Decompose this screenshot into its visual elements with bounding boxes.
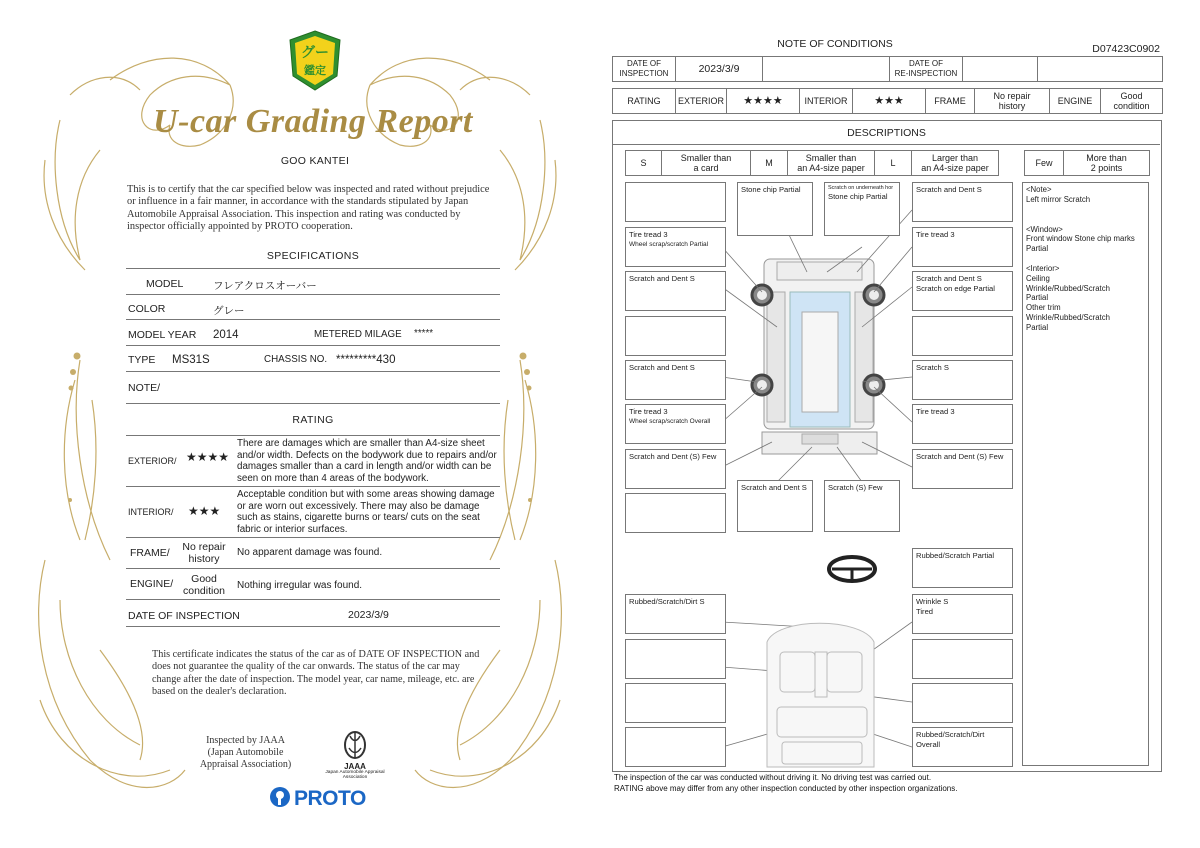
footer-line1: The inspection of the car was conducted without driving it. No driving test was carried out. [614,773,932,782]
desc-int-r1-line2: Tired [916,607,934,616]
desc-box-int-r3 [912,683,1013,723]
certification-statement: This is to certify that the car specified below was inspected and rated without prejudice or influence in a fair manner, in accordance with the standards stipulated by Japan Automobile Appraisal Association. This inspection and rating was conducted by inspector officially appointed by PROTO cooperation. [127,184,490,233]
desc-box-l4 [625,316,726,356]
legend-s-desc-line1: Smaller than [680,153,732,163]
interior-stars: ★★★ [852,88,926,114]
desc-box-r4 [912,316,1013,356]
desc-box-int-l2 [625,639,726,679]
mileage-value: ***** [414,328,434,339]
note-line1: Left mirror Scratch [1026,194,1091,204]
desc-box-bottom-right: Scratch (S) Few [824,480,900,532]
color-label: COLOR [128,303,166,315]
note-label: NOTE/ [128,382,161,394]
rating-row-frame [126,538,500,569]
reinspection-blank-1 [962,56,1038,82]
inspected-line1: Inspected by JAAA [206,735,285,746]
legend-m-desc-line1: Smaller than [805,153,857,163]
note-title: NOTE OF CONDITIONS [777,38,893,50]
legend-l-desc-line2: an A4-size paper [921,163,989,173]
desc-box-steering: Rubbed/Scratch Partial [912,548,1013,588]
desc-box-bottom-left: Scratch and Dent S [737,480,813,532]
spec-row-year [126,320,500,346]
desc-box-r1: Scratch and Dent S [912,182,1013,222]
desc-box-top-left: Stone chip Partial [737,182,813,236]
svg-text:鑑定: 鑑定 [304,64,326,77]
engine-label: ENGINE/ [130,578,174,590]
spec-row-note [126,372,500,404]
desc-box-l1 [625,182,726,222]
engine-description: Nothing irregular was found. [237,580,363,591]
frame-value-line2: history [998,101,1026,111]
spec-row-type [126,346,500,372]
rating-heading: RATING [292,414,334,426]
notes-column [1022,182,1149,766]
frame-description: No apparent damage was found. [237,547,383,558]
svg-text:グー: グー [301,44,329,60]
interior-line3: Partial [1026,293,1049,303]
desc-l2-text: Tire tread 3 [629,230,668,239]
desc-box-r2: Tire tread 3 [912,227,1013,267]
exterior-stars: ★★★★ [186,450,230,464]
engine-value [174,573,234,597]
chassis-label: CHASSIS NO. [264,354,328,365]
inspected-by [188,735,303,771]
type-label: TYPE [128,354,156,366]
frame-value [974,88,1050,114]
doi-label-line1: DATE OF [626,59,662,68]
desc-box-r7: Scratch and Dent (S) Few [912,449,1013,489]
reinspection-label-line1: DATE OF [908,59,944,68]
car-interior-top-view [767,623,874,767]
desc-under-hood-text: Stone chip Partial [828,192,888,201]
doi-label-cell [612,56,676,82]
legend-s: S [625,150,662,176]
exterior-label: EXTERIOR/ [128,456,177,466]
legend-few-desc-line1: More than [1086,153,1127,163]
date-of-inspection-label: DATE OF INSPECTION [128,610,240,622]
frame-label: FRAME/ [130,547,170,559]
interior-line1: Ceiling [1026,273,1050,283]
interior-label: INTERIOR/ [128,507,174,517]
rating-row-interior [126,487,500,538]
interior-description: Acceptable condition but with some areas showing damage or are worn out excessively. There may also be damage such as stains, cigarette burns or tears/ cuts on the seat fabric or interior surfaces. [237,489,495,535]
interior-stars: ★★★ [188,504,221,518]
exterior-label: EXTERIOR [675,88,727,114]
legend-l: L [874,150,912,176]
legend-s-desc-line2: a card [693,163,719,173]
engine-value-line1: Good [1120,91,1143,101]
legend-few: Few [1024,150,1064,176]
spec-top-rule [126,268,500,269]
doi-label-line2: INSPECTION [619,69,669,78]
report-subtitle: GOO KANTEI [280,155,350,167]
mileage-label: METERED MILAGE [314,329,402,340]
steering-wheel-icon [829,557,875,581]
type-value: MS31S [172,354,210,366]
window-line1: Front window Stone chip marks [1026,234,1135,244]
note-of-conditions [600,0,1200,848]
interior-line6: Partial [1026,322,1049,332]
engine-value-line1: Good [191,573,217,585]
desc-box-int-r2 [912,639,1013,679]
interior-heading: <Interior> [1026,263,1060,273]
proto-logo-text: PROTO [294,787,366,810]
frame-label: FRAME [925,88,975,114]
legend-m-desc [787,150,875,176]
date-of-inspection-value: 2023/3/9 [348,609,389,621]
desc-box-l2 [625,227,726,267]
spec-row-model [126,270,500,295]
desc-box-top-right [824,182,900,236]
desc-l6-subtext: Wheel scrap/scratch Overall [629,418,711,425]
legend-l-desc [911,150,999,176]
date-of-inspection-row [126,600,500,627]
exterior-description: There are damages which are smaller than A4-size sheet and/or width. Defects on the bodywork due to repairs and/or damages smaller than a card in length and/or width can be seen on more than 4 areas of the bodywork. [237,438,497,484]
footer-line2: RATING above may differ from any other inspection conducted by other inspection organizations. [614,784,958,793]
desc-box-int-r1 [912,594,1013,634]
chassis-value: *********430 [336,354,396,366]
desc-box-r3 [912,271,1013,311]
engine-label: ENGINE [1049,88,1101,114]
desc-l6-text: Tire tread 3 [629,407,668,416]
interior-label: INTERIOR [799,88,853,114]
interior-line2: Wrinkle/Rubbed/Scratch [1026,283,1110,293]
document-id: D07423C0902 [1092,43,1160,55]
desc-box-l6 [625,404,726,444]
specifications-heading: SPECIFICATIONS [266,250,360,262]
reinspection-blank-2 [1037,56,1163,82]
inspected-line3: Appraisal Association) [199,759,292,770]
model-year-value: 2014 [213,329,239,341]
legend-few-desc [1063,150,1150,176]
proto-mark-icon [268,785,292,809]
interior-line5: Wrinkle/Rubbed/Scratch [1026,312,1110,322]
model-label: MODEL [146,278,184,290]
engine-value [1100,88,1163,114]
legend-l-desc-line1: Larger than [931,153,979,163]
doi-value: 2023/3/9 [675,56,763,82]
engine-value-line2: condition [182,585,226,597]
frame-value-line1: No repair [182,541,226,553]
jaaa-subtext: Japan Automobile Appraisal Association [325,770,385,780]
legend-m: M [750,150,788,176]
note-heading: <Note> [1026,185,1052,194]
model-value: フレアクロスオーバー [213,280,317,292]
legend-few-desc-line2: 2 points [1090,163,1123,173]
doi-blank-cell [762,56,890,82]
jaaa-text: JAAA [344,762,366,771]
rating-label: RATING [612,88,676,114]
window-heading: <Window> [1026,224,1063,234]
desc-box-int-l1: Rubbed/Scratch/Dirt S [625,594,726,634]
rating-row-engine [126,569,500,600]
descriptions-heading: DESCRIPTIONS [613,121,1160,145]
frame-value-line1: No repair [993,91,1031,101]
desc-l2-subtext: Wheel scrap/scratch Partial [629,241,709,248]
frame-value [174,541,234,565]
interior-line4: Other trim [1026,303,1061,313]
reinspection-label-line2: RE-INSPECTION [894,69,958,78]
frame-value-line2: history [188,553,220,565]
desc-box-int-l4 [625,727,726,767]
desc-r3-line1: Scratch and Dent S [916,274,982,283]
reinspection-label-cell [889,56,963,82]
desc-box-r6: Tire tread 3 [912,404,1013,444]
model-year-label: MODEL YEAR [128,329,197,341]
goo-kantei-logo [288,30,342,92]
certificate-disclaimer: This certificate indicates the status of the car as of DATE OF INSPECTION and does not guarantee the quality of the car onwards. The status of the car may change after the date of inspection. The model year, car name, mileage, etc. are based on the dealer's declaration. [152,649,480,698]
desc-box-int-l3 [625,683,726,723]
inspected-line2: (Japan Automobile [207,747,284,758]
rating-row-exterior [126,436,500,487]
desc-box-l7: Scratch and Dent (S) Few [625,449,726,489]
report-title: U-car Grading Report [153,103,473,140]
desc-box-r5: Scratch S [912,360,1013,400]
engine-value-line2: condition [1113,101,1150,111]
desc-box-l5: Scratch and Dent S [625,360,726,400]
window-line2: Partial [1026,244,1049,254]
legend-m-desc-line2: an A4-size paper [797,163,865,173]
color-value: グレー [213,305,245,317]
legend-s-desc [661,150,751,176]
desc-box-l8 [625,493,726,533]
exterior-stars: ★★★★ [726,88,800,114]
car-exterior-top-view [752,259,884,454]
desc-under-hood-small: Scratch on underneath hor [828,185,894,191]
desc-r3-line2: Scratch on edge Partial [916,284,995,293]
desc-box-l3: Scratch and Dent S [625,271,726,311]
desc-box-int-r4: Rubbed/Scratch/Dirt Overall [912,727,1013,767]
spec-row-color [126,295,500,320]
desc-int-r1-line1: Wrinkle S [916,597,949,606]
